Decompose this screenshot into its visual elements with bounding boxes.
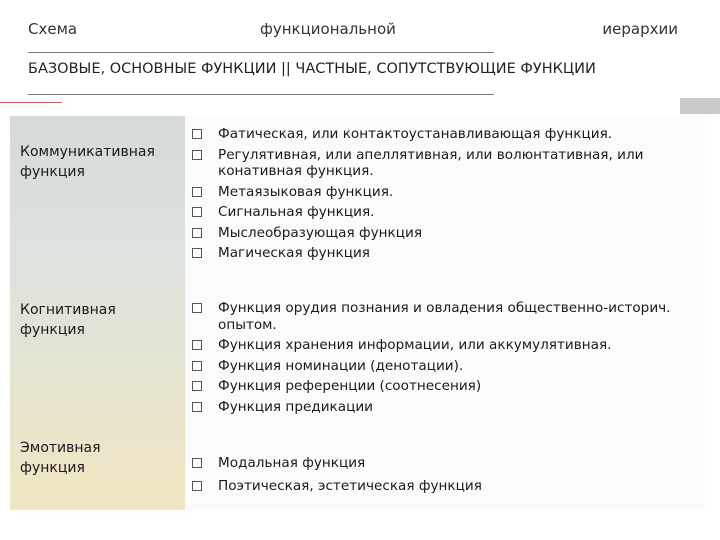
square-bullet-icon <box>192 187 202 197</box>
square-bullet-icon <box>192 129 202 139</box>
list-item: Регулятивная, или апеллятивная, или волюнтативная, или конативная функция. <box>192 147 702 180</box>
square-bullet-icon <box>192 207 202 217</box>
title-word-3: иерархии <box>602 20 678 38</box>
group-label-line2: функция <box>20 164 85 180</box>
group-label-cognitive <box>20 300 116 340</box>
list-item: Функция референции (соотнесения) <box>192 378 702 395</box>
list-item: Магическая функция <box>192 245 702 262</box>
title-word-1: Схема <box>28 20 78 38</box>
square-bullet-icon <box>192 402 202 412</box>
list-item: Модальная функция <box>192 455 702 472</box>
list-item: Фатическая, или контактоустанавливающая функция. <box>192 126 702 143</box>
group-label-communicative <box>20 142 155 182</box>
square-bullet-icon <box>192 248 202 258</box>
square-bullet-icon <box>192 458 202 468</box>
square-bullet-icon <box>192 340 202 350</box>
square-bullet-icon <box>192 381 202 391</box>
subtitle: БАЗОВЫЕ, ОСНОВНЫЕ ФУНКЦИИ || ЧАСТНЫЕ, СОПУТСТВУЮЩИЕ ФУНКЦИИ <box>28 61 596 77</box>
group-label-line1: Эмотивная <box>20 440 101 456</box>
group-items-cognitive <box>192 300 702 415</box>
group-label-line1: Коммуникативная <box>20 144 155 160</box>
title-row <box>28 20 678 42</box>
group-items-emotive <box>192 455 702 494</box>
group-label-emotive <box>20 438 101 478</box>
group-label-line2: функция <box>20 322 85 338</box>
square-bullet-icon <box>192 361 202 371</box>
decorative-line-left <box>0 102 62 103</box>
title-underline <box>28 52 494 53</box>
square-bullet-icon <box>192 303 202 313</box>
title-word-2: функциональной <box>260 20 396 38</box>
list-item: Поэтическая, эстетическая функция <box>192 478 702 495</box>
list-item: Сигнальная функция. <box>192 204 702 221</box>
list-item: Функция номинации (денотации). <box>192 358 702 375</box>
list-item: Функция предикации <box>192 399 702 416</box>
group-label-line1: Когнитивная <box>20 302 116 318</box>
square-bullet-icon <box>192 150 202 160</box>
square-bullet-icon <box>192 481 202 491</box>
list-item: Функция хранения информации, или аккумулятивная. <box>192 337 702 354</box>
subtitle-underline <box>28 94 494 95</box>
list-item: Метаязыковая функция. <box>192 184 702 201</box>
group-items-communicative <box>192 126 702 262</box>
decorative-bar-right <box>680 98 720 114</box>
square-bullet-icon <box>192 228 202 238</box>
list-item: Мыслеобразующая функция <box>192 225 702 242</box>
group-label-line2: функция <box>20 460 85 476</box>
list-item: Функция орудия познания и овладения общественно-историч. опытом. <box>192 300 702 333</box>
